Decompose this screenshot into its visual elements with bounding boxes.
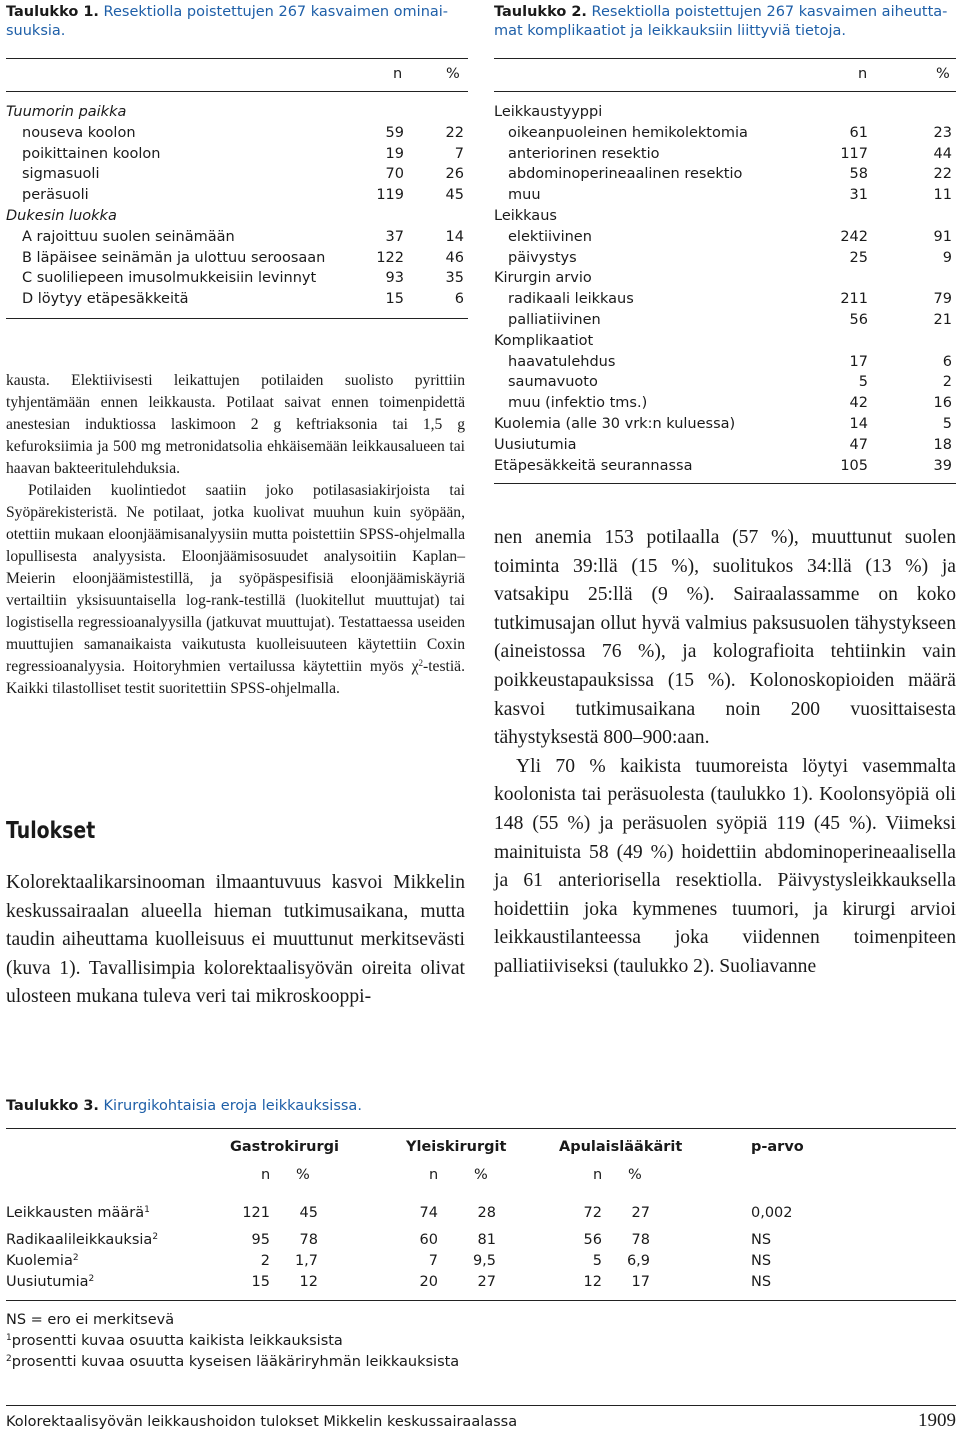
- table-row: [494, 268, 956, 289]
- table2-caption-label: Taulukko 2.: [494, 4, 587, 20]
- row-label-text: Leikkausten määrä: [6, 1205, 145, 1221]
- row-n: 242: [840, 228, 868, 245]
- cell-n: 20: [419, 1274, 438, 1290]
- row-label: Uusiutumia: [494, 436, 577, 453]
- cell-n: 60: [419, 1232, 438, 1248]
- subheader-n: n: [261, 1167, 271, 1183]
- cell-pct: 27: [631, 1205, 650, 1221]
- results-paragraph-1: Kolorektaalikarsinooman ilmaantuvuus kasvoi Mikkelin keskussairaalan alueella hieman tutkimusaikana, mutta taudin aiheuttama kuolleisuus ei muuttunut merkitsevästi (kuva 1). Tavallisimpia kolorektaalisyövän oireita olivat ulosteen mukana tuleva veri tai mikroskooppi-: [6, 872, 465, 1008]
- cell-n: 95: [251, 1232, 270, 1248]
- row-label: muu (infektio tms.): [508, 395, 648, 412]
- cell-n: 15: [251, 1274, 270, 1290]
- row-pct: 46: [445, 249, 464, 266]
- table1-top-rule: [6, 58, 468, 59]
- table1-caption-text-line2: suuksia.: [6, 23, 66, 39]
- row-n: 47: [849, 436, 868, 453]
- row-label: palliatiivinen: [508, 311, 601, 328]
- subheader-pct: %: [296, 1167, 310, 1183]
- row-label: Tuumorin paikka: [6, 104, 127, 120]
- row-label: Kuolemia (alle 30 vrk:n kuluessa): [494, 415, 736, 432]
- note-marker: 2: [6, 1354, 12, 1364]
- row-label: päivystys: [508, 249, 577, 266]
- cell-pct: 81: [477, 1232, 496, 1248]
- methods-paragraph-1: kausta. Elektiivisesti leikattujen potilaiden suolisto pyrittiin tyhjentämään ennen leikkausta. Potilaat saivat ennen toimenpidettä anestesian induktiossa laskimoon 2 g keftriaksonia tai 1,5 g kefuroksiimia ja 500 mg metronidatsolia ehkäisemään leikkausalueen tai haavan bakteeritulehduksia.: [6, 372, 465, 477]
- footer-title: Kolorektaalisyövän leikkaushoidon tulokset Mikkelin keskussairaalassa: [6, 1414, 518, 1430]
- row-pct: 9: [942, 249, 952, 266]
- group-header: p-arvo: [751, 1139, 804, 1155]
- table1-header-rule: [6, 91, 468, 92]
- cell-n: 5: [592, 1253, 602, 1269]
- cell-n: 7: [428, 1253, 438, 1269]
- table-row: [494, 393, 956, 414]
- row-n: 31: [849, 187, 868, 204]
- page-number: 1909: [918, 1410, 956, 1431]
- subheader-n: n: [429, 1167, 439, 1183]
- table-row: [6, 227, 468, 248]
- row-pct: 26: [445, 166, 464, 183]
- row-pct: 79: [933, 291, 952, 308]
- row-label: saumavuoto: [508, 374, 598, 391]
- row-label: sigmasuoli: [22, 166, 100, 183]
- cell-p-value: NS: [751, 1253, 772, 1269]
- right-column-text: [494, 524, 956, 982]
- group-header: Yleiskirurgit: [406, 1139, 507, 1155]
- cell-n: 12: [583, 1274, 602, 1290]
- row-pct: 14: [445, 228, 464, 245]
- footnote-ref: 1: [144, 1205, 150, 1215]
- table-row: [494, 102, 956, 123]
- row-pct: 21: [933, 311, 952, 328]
- subheader-pct: %: [474, 1167, 488, 1183]
- table1-bottom-rule: [6, 318, 468, 319]
- row-pct: 45: [445, 187, 464, 204]
- table3-caption-text: Kirurgikohtaisia eroja leikkauksissa.: [103, 1098, 362, 1114]
- methods-paragraph-2-end: -testiä. Kaikki tilastolliset testit suoritettiin SPSS-ohjelmalla.: [6, 658, 465, 697]
- table-row: [494, 289, 956, 310]
- table-row: [494, 144, 956, 165]
- table1-header-n: n: [393, 66, 403, 82]
- row-n: 17: [849, 353, 868, 370]
- row-n: 117: [840, 145, 868, 162]
- row-pct: 6: [454, 291, 464, 308]
- cell-n: 121: [242, 1205, 270, 1221]
- row-pct: 22: [933, 166, 952, 183]
- row-label: C suoliliepeen imusolmukkeisiin levinnyt: [22, 270, 317, 287]
- row-n: 105: [840, 457, 868, 474]
- row-n: 15: [385, 291, 404, 308]
- subheader-n: n: [593, 1167, 603, 1183]
- right-paragraph-1: nen anemia 153 potilaalla (57 %), muuttunut suolen toiminta 39:llä (15 %), suolitukos 34:llä (13 %) ja vatsakipu 25:llä (9 %). Sairaalassamme on koko tutkimusajan ollut hyvä valmius paksusuolen tähystykseen (aineistossa 76 %), ja kolografioita tehtiinkin vain poikkeustapauksissa (15 %). Kolonoskopioiden määrä kasvoi tutkimusaikana noin 200 vuosittaisesta tähystyksestä 800–900:aan.: [494, 527, 956, 749]
- row-n: 211: [840, 291, 868, 308]
- row-pct: 44: [933, 145, 952, 162]
- row-pct: 35: [445, 270, 464, 287]
- table2-bottom-rule: [494, 483, 956, 484]
- row-label: [6, 1205, 150, 1221]
- subheader-pct: %: [628, 1167, 642, 1183]
- row-n: 93: [385, 270, 404, 287]
- table-row: [6, 248, 468, 269]
- row-label: elektiivinen: [508, 228, 592, 245]
- row-n: 19: [385, 145, 404, 162]
- cell-pct: 78: [631, 1232, 650, 1248]
- cell-pct: 1,7: [294, 1253, 318, 1269]
- methods-paragraph-2-text: Potilaiden kuolintiedot saatiin joko potilasasiakirjoista tai Syöpärekisteristä. Ne potilaat, jotka kuolivat muuhun kuin syöpään, otettiin mukaan eloonjäämisanalyysiin mutta poistettiin SPSS-ohjelmalla lopullisesta analyysista. Eloonjäämisosuudet analysoitiin Kaplan–Meierin eloonjäämistestillä, ja syöpäspesifisiä eloonjäämiskäyriä vertailtiin yksisuuntaisella log-rank-testillä (luokitellut muuttujat) tai logistisella regressioanalyysilla (jatkuvat muuttujat). Testattaessa useiden muuttujien samanaikaista vaikutusta kuolleisuuteen käytettiin Coxin regressioanalyysia. Hoitoryhmien vertailussa käytettiin myös χ: [6, 482, 465, 675]
- table3-body: [6, 1128, 956, 1303]
- cell-p-value: NS: [751, 1232, 772, 1248]
- chi-square-superscript: 2: [418, 658, 423, 668]
- results-text: [6, 869, 465, 1012]
- row-label: [6, 1253, 79, 1269]
- table-row: [494, 123, 956, 144]
- row-label: peräsuoli: [22, 187, 89, 204]
- row-pct: 2: [942, 374, 952, 391]
- row-pct: 6: [942, 353, 952, 370]
- row-label: Leikkaustyyppi: [494, 104, 603, 120]
- table-row: [494, 372, 956, 393]
- cell-n: 72: [583, 1205, 602, 1221]
- row-label-text: Uusiutumia: [6, 1274, 89, 1290]
- row-label-text: Radikaalileikkauksia: [6, 1232, 153, 1248]
- row-pct: 18: [933, 436, 952, 453]
- note-text: prosentti kuvaa osuutta kyseisen lääkäriryhmän leikkauksista: [11, 1354, 460, 1370]
- row-pct: 91: [933, 228, 952, 245]
- table1-body: [6, 102, 468, 310]
- row-n: 5: [858, 374, 868, 391]
- group-header: Gastrokirurgi: [230, 1139, 339, 1155]
- note-text: prosentti kuvaa osuutta kaikista leikkauksista: [11, 1333, 343, 1349]
- row-n: 42: [849, 395, 868, 412]
- row-label-text: Kuolemia: [6, 1253, 73, 1269]
- cell-n: 2: [260, 1253, 270, 1269]
- row-label: [6, 1232, 158, 1248]
- row-n: 61: [849, 124, 868, 141]
- row-label: Dukesin luokka: [6, 207, 117, 224]
- row-label: Kirurgin arvio: [494, 270, 592, 287]
- table2-header-rule: [494, 91, 956, 92]
- row-n: 70: [385, 166, 404, 183]
- table1-header-pct: %: [446, 66, 460, 82]
- cell-pct: 45: [299, 1205, 318, 1221]
- methods-paragraph-2: [6, 480, 465, 700]
- row-n: 25: [849, 249, 868, 266]
- row-pct: 11: [933, 187, 952, 204]
- table-row: [494, 414, 956, 435]
- table3-caption: [6, 1097, 906, 1116]
- table1-caption-label: Taulukko 1.: [6, 4, 99, 20]
- cell-pct: 28: [477, 1205, 496, 1221]
- row-label: radikaali leikkaus: [508, 291, 634, 308]
- row-label: D löytyy etäpesäkkeitä: [22, 291, 189, 308]
- footnote-ref: 2: [72, 1253, 79, 1263]
- cell-pct: 17: [631, 1274, 650, 1290]
- footer-rule: [6, 1405, 956, 1406]
- table-row: [494, 248, 956, 269]
- cell-n: 74: [419, 1205, 438, 1221]
- table2-header-n: n: [858, 66, 868, 82]
- table2-caption-text: Resektiolla poistettujen 267 kasvaimen aiheutta-: [591, 4, 948, 20]
- table-row: [494, 456, 956, 477]
- table2-caption-text-line2: mat komplikaatiot ja leikkauksiin liittyviä tietoja.: [494, 23, 847, 39]
- footnote-ref: 2: [88, 1274, 95, 1284]
- row-label: poikittainen koolon: [22, 145, 161, 162]
- table-row: [6, 268, 468, 289]
- row-n: 58: [849, 166, 868, 183]
- row-label: [6, 1274, 94, 1290]
- table-row: [494, 185, 956, 206]
- row-label: Leikkaus: [494, 207, 557, 224]
- cell-pct: 6,9: [626, 1253, 650, 1269]
- cell-pct: 27: [477, 1274, 496, 1290]
- row-label: anteriorinen resektio: [508, 145, 660, 162]
- table-note: [6, 1352, 706, 1373]
- cell-p-value: NS: [751, 1274, 772, 1290]
- row-pct: 23: [933, 124, 952, 141]
- results-heading: Tulokset: [6, 818, 96, 844]
- row-label: nouseva koolon: [22, 124, 136, 141]
- table-row: [6, 123, 468, 144]
- note-text: NS = ero ei merkitsevä: [6, 1312, 175, 1328]
- table-note: [6, 1310, 706, 1331]
- table-row: [494, 206, 956, 227]
- right-paragraph-2: Yli 70 % kaikista tuumoreista löytyi vasemmalta koolonista tai peräsuolesta (taulukko 1). Koolonsyöpiä oli 148 (55 %) ja peräsuolen syöpiä 119 (45 %). Viimeksi mainituista 58 (49 %) hoidettiin abdominoperineaalisella ja 61 anteriorisella resektiolla. Päivystysleikkauksella hoidettiin joka kymmenes tuumori, ja kirurgi arvioi leikkaustilanteessa joka viidennen toimenpiteen palliatiiviseksi (taulukko 2). Suoliavanne: [494, 755, 956, 977]
- table-note: [6, 1331, 706, 1352]
- table3-bottom-rule: [6, 1300, 956, 1301]
- row-n: 56: [849, 311, 868, 328]
- row-n: 122: [376, 249, 404, 266]
- table-row: [6, 289, 468, 310]
- table-row: [494, 331, 956, 352]
- footnote-ref: 2: [152, 1232, 159, 1242]
- group-header: Apulaislääkärit: [559, 1139, 683, 1155]
- table-row: [494, 227, 956, 248]
- table1-caption: [6, 3, 466, 41]
- table-row: [6, 164, 468, 185]
- table-row: [6, 102, 468, 123]
- cell-p-value: 0,002: [751, 1205, 793, 1221]
- row-n: 59: [385, 124, 404, 141]
- row-pct: 39: [933, 457, 952, 474]
- row-pct: 5: [942, 415, 952, 432]
- cell-n: 56: [583, 1232, 602, 1248]
- row-label: A rajoittuu suolen seinämään: [22, 228, 235, 245]
- row-label: abdominoperineaalinen resektio: [508, 166, 743, 183]
- row-label: Komplikaatiot: [494, 332, 594, 349]
- row-label: B läpäisee seinämän ja ulottuu seroosaan: [22, 249, 326, 266]
- table-row: [494, 310, 956, 331]
- cell-pct: 78: [299, 1232, 318, 1248]
- table-row: [6, 206, 468, 227]
- cell-pct: 12: [299, 1274, 318, 1290]
- table3-caption-label: Taulukko 3.: [6, 1098, 99, 1114]
- row-n: 37: [385, 228, 404, 245]
- row-label: muu: [508, 187, 541, 204]
- row-pct: 7: [454, 145, 464, 162]
- table2-body: [494, 102, 956, 476]
- table1-caption-text: Resektiolla poistettujen 267 kasvaimen ominai-: [103, 4, 449, 20]
- row-n: 119: [376, 187, 404, 204]
- table3-notes: [6, 1310, 706, 1373]
- methods-text: [6, 370, 465, 700]
- cell-pct: 9,5: [472, 1253, 496, 1269]
- table-row: [494, 435, 956, 456]
- table-row: [494, 164, 956, 185]
- table-row: [6, 185, 468, 206]
- note-marker: 1: [6, 1333, 12, 1343]
- table-row: [494, 352, 956, 373]
- row-pct: 16: [933, 395, 952, 412]
- row-label: Etäpesäkkeitä seurannassa: [494, 457, 693, 474]
- row-n: 14: [849, 415, 868, 432]
- row-pct: 22: [445, 124, 464, 141]
- table2-caption: [494, 3, 956, 41]
- table-row: [6, 144, 468, 165]
- table2-top-rule: [494, 58, 956, 59]
- row-label: oikeanpuoleinen hemikolektomia: [508, 124, 748, 141]
- row-label: haavatulehdus: [508, 353, 616, 370]
- table2-header-pct: %: [936, 66, 950, 82]
